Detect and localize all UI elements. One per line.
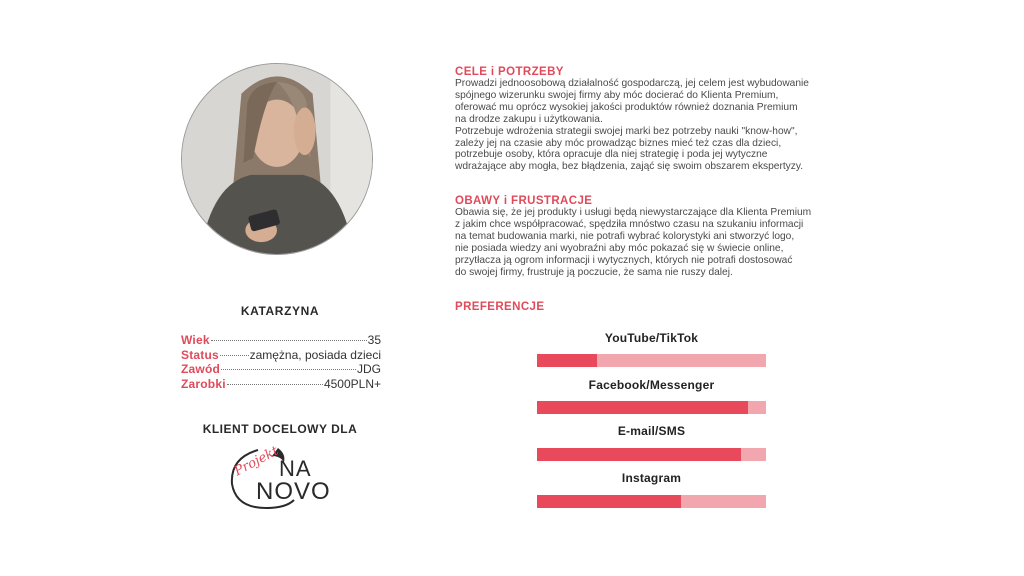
dotted-leader [211, 340, 367, 341]
text-line: oferować mu oprócz wysokiej jakości produktów również doznania Premium [455, 101, 798, 113]
preference-label: YouTube/TikTok [604, 331, 699, 345]
dotted-leader [227, 384, 323, 385]
preference-item-youtube [537, 331, 766, 345]
text-line: na drodze zakupu i użytkowania. [455, 113, 603, 125]
persona-name: KATARZYNA [240, 304, 320, 318]
detail-row-income [181, 377, 381, 392]
preference-bar-fill [537, 401, 748, 414]
client-heading: KLIENT DOCELOWY DLA [202, 422, 358, 436]
text-line: Prowadzi jednoosobową działalność gospodarczą, jej celem jest wybudowanie [455, 78, 809, 89]
persona-photo [181, 63, 373, 255]
text-line: nie posiada wiedzy ani wyobraźni aby móc pokazać się w świecie online, [455, 242, 784, 254]
preference-bar-fill [537, 354, 597, 367]
goals-text [455, 78, 855, 173]
goals-title: CELE i POTRZEBY [455, 66, 564, 78]
logo-text-bottom: NOVO [256, 478, 331, 505]
preference-item-email [537, 424, 766, 438]
logo-script-text: Projekt [232, 443, 282, 480]
preference-label: Instagram [621, 471, 682, 485]
detail-row-age [181, 333, 381, 348]
detail-label: Zawód [181, 362, 220, 377]
detail-label: Status [181, 347, 219, 362]
preference-label: E-mail/SMS [617, 424, 686, 438]
text-line: Obawia się, że jej produkty i usługi będą niewystarczające dla Klienta Premium [455, 207, 812, 218]
detail-value: 4500PLN+ [323, 376, 381, 391]
detail-row-occupation [181, 362, 381, 377]
preferences-title: PREFERENCJE [455, 301, 545, 313]
detail-row-status [181, 348, 381, 363]
preference-bar-fill [537, 495, 681, 508]
preference-item-facebook [537, 378, 766, 392]
dotted-leader [221, 369, 356, 370]
text-line: potrzebuje osoby, która opracuje dla niej strategię i poda jej wytyczne [455, 149, 768, 161]
preference-label: Facebook/Messenger [588, 378, 715, 392]
dotted-leader [220, 355, 249, 356]
preference-bar-fill [537, 448, 741, 461]
preference-bar [537, 354, 766, 367]
text-line: wdrażające aby mogła, bez błądzenia, zająć się swoim obszarem ekspertyzy. [455, 161, 804, 173]
fears-title: OBAWY i FRUSTRACJE [455, 195, 593, 207]
detail-value: 35 [367, 333, 381, 347]
detail-value: zamężna, posiada dzieci [249, 347, 381, 362]
preference-bar [537, 495, 766, 508]
preference-bar [537, 401, 766, 414]
preference-bar [537, 448, 766, 461]
persona-details [181, 333, 381, 391]
brand-logo [226, 443, 336, 512]
fears-section [455, 195, 855, 278]
text-line: przytłacza ją ogrom informacji i wytycznych, których nie potrafi dostosować [455, 254, 793, 266]
detail-label: Wiek [181, 333, 210, 347]
goals-section [455, 66, 855, 173]
text-line: z jakim chce współpracować, spędziła mnóstwo czasu na szukaniu informacji [455, 218, 804, 230]
text-line: zależy jej na czasie aby móc prowadząc biznes mieć też czas dla dzieci, [455, 137, 782, 149]
logo-text-top: NA [279, 456, 312, 481]
detail-value: JDG [357, 362, 381, 377]
text-line: do swojej firmy, frustruje ją poczucie, że sama nie ruszy dalej. [455, 266, 733, 278]
persona-photo-illustration [182, 64, 372, 254]
detail-label: Zarobki [181, 376, 226, 391]
text-line: na temat budowania marki, nie potrafi wybrać kolorystyki ani stworzyć logo, [455, 230, 795, 242]
text-line: Potrzebuje wdrożenia strategii swojej marki bez potrzeby nauki "know-how", [455, 125, 798, 137]
preference-item-instagram [537, 471, 766, 485]
text-line: spójnego wizerunku swojej firmy aby móc docierać do Klienta Premium, [455, 89, 779, 101]
fears-text [455, 207, 855, 278]
